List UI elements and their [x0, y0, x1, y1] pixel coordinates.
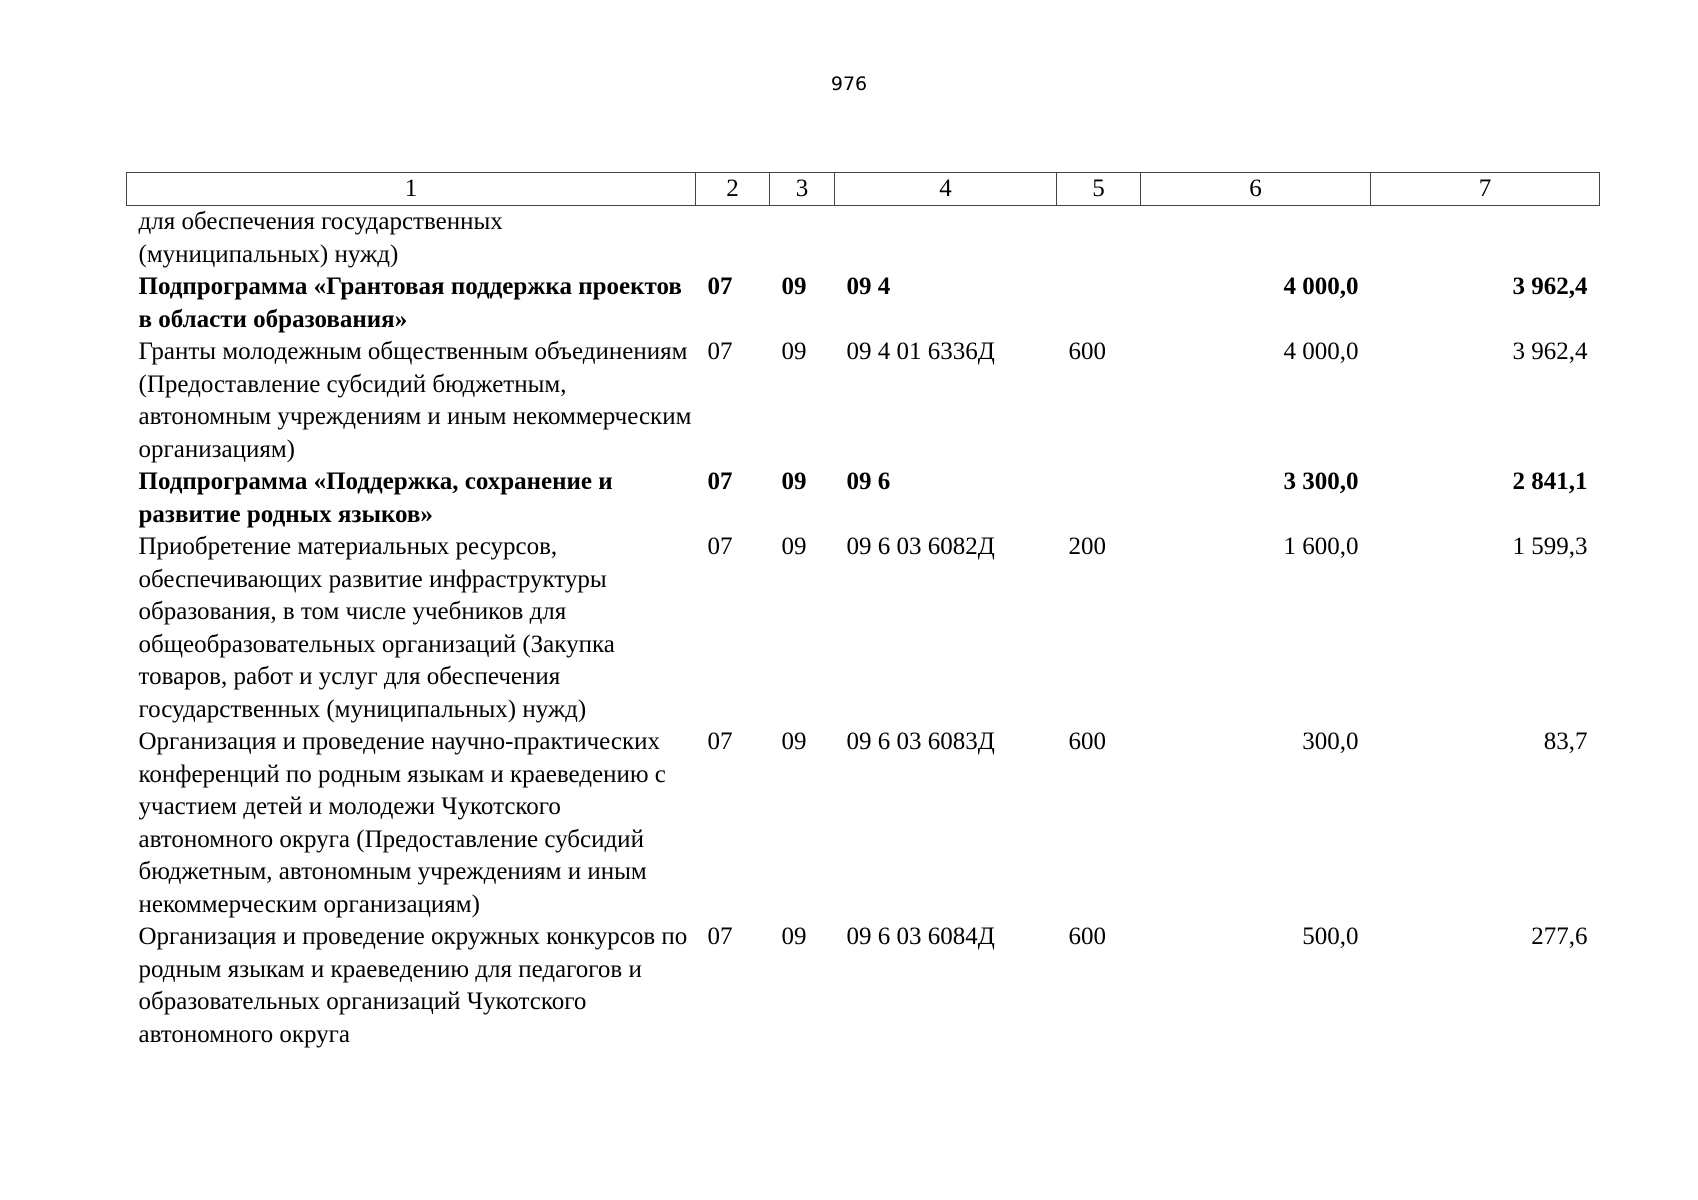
plan-amount: 4 000,0: [1283, 273, 1359, 300]
plan-amount: 500,0: [1302, 923, 1359, 950]
target-article-code: 09 6 03 6082Д: [846, 533, 995, 560]
subsection-code: 09: [781, 533, 807, 560]
subsection-code: 09: [781, 728, 807, 755]
expense-type-code: 200: [1068, 533, 1106, 560]
actual-amount: 3 962,4: [1512, 338, 1588, 365]
section-code: [696, 206, 770, 272]
column-number-6: 6: [1141, 173, 1371, 206]
expense-type-code: 600: [1068, 338, 1106, 365]
plan-amount: 300,0: [1302, 728, 1359, 755]
actual-amount: 2 841,1: [1512, 468, 1588, 495]
section-code: 07: [707, 338, 733, 365]
section-code: 07: [707, 468, 733, 495]
actual-amount: 83,7: [1543, 728, 1588, 755]
expense-name: Подпрограмма «Поддержка, сохранение и развитие родных языков»: [138, 468, 613, 528]
expense-type-code: 600: [1068, 728, 1106, 755]
plan-amount: [1141, 206, 1371, 272]
table-row: [127, 271, 1600, 336]
column-number-header: [127, 173, 1600, 206]
table-row: [127, 726, 1600, 921]
actual-amount: 3 962,4: [1512, 273, 1588, 300]
subsection-code: [770, 206, 835, 272]
budget-table: [126, 172, 1600, 1051]
subsection-code: 09: [781, 338, 807, 365]
column-number-3: 3: [770, 173, 835, 206]
expense-name: Гранты молодежным общественным объединениям (Предоставление субсидий бюджетным, автономным учреждениям и иным некоммерческим организациям): [138, 338, 692, 463]
column-number-5: 5: [1057, 173, 1141, 206]
expense-name: Подпрограмма «Грантовая поддержка проектов в области образования»: [138, 273, 682, 333]
target-article-code: 09 4: [846, 273, 891, 300]
page-number: 976: [830, 73, 868, 95]
expense-name: для обеспечения государственных (муниципальных) нужд): [138, 208, 503, 268]
target-article-code: 09 4 01 6336Д: [846, 338, 995, 365]
expense-name: Организация и проведение окружных конкурсов по родным языкам и краеведению для педагогов и образовательных организаций Чукотского автономного округа: [138, 923, 688, 1048]
target-article-code: 09 6: [846, 468, 891, 495]
table-row: [127, 466, 1600, 531]
section-code: 07: [707, 923, 733, 950]
column-number-4: 4: [835, 173, 1057, 206]
target-article-code: [835, 206, 1057, 272]
plan-amount: 4 000,0: [1283, 338, 1359, 365]
target-article-code: 09 6 03 6083Д: [846, 728, 995, 755]
expense-type-code: [1057, 271, 1141, 336]
target-article-code: 09 6 03 6084Д: [846, 923, 995, 950]
expense-name: Организация и проведение научно-практических конференций по родным языкам и краеведению с участием детей и молодежи Чукотского автономного округа (Предоставление субсидий бюджетным, автономным учреждениям и иным некоммерческим организациям): [138, 728, 666, 918]
column-number-2: 2: [696, 173, 770, 206]
expense-name: Приобретение материальных ресурсов, обеспечивающих развитие инфраструктуры образования, в том числе учебников для общеобразовательных организаций (Закупка товаров, работ и услуг для обеспечения государственных (муниципальных) нужд): [138, 533, 615, 723]
actual-amount: 277,6: [1531, 923, 1588, 950]
subsection-code: 09: [781, 468, 807, 495]
subsection-code: 09: [781, 923, 807, 950]
expense-type-code: [1057, 206, 1141, 272]
section-code: 07: [707, 533, 733, 560]
actual-amount: 1 599,3: [1512, 533, 1588, 560]
section-code: 07: [707, 273, 733, 300]
subsection-code: 09: [781, 273, 807, 300]
plan-amount: 1 600,0: [1283, 533, 1359, 560]
plan-amount: 3 300,0: [1283, 468, 1359, 495]
section-code: 07: [707, 728, 733, 755]
column-number-7: 7: [1371, 173, 1600, 206]
expense-type-code: 600: [1068, 923, 1106, 950]
actual-amount: [1371, 206, 1600, 272]
table-row: [127, 336, 1600, 466]
table-row: [127, 206, 1600, 272]
column-number-1: 1: [127, 173, 696, 206]
table-row: [127, 921, 1600, 1051]
table-row: [127, 531, 1600, 726]
expense-type-code: [1057, 466, 1141, 531]
